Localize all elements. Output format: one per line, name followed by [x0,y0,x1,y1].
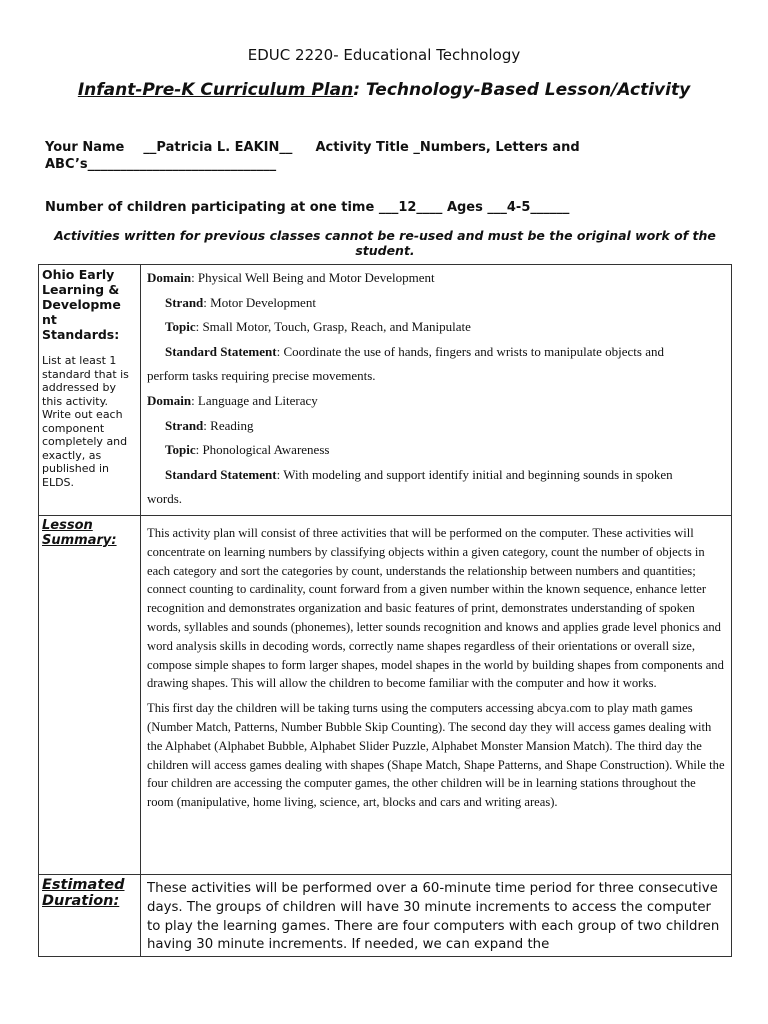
children-line [45,200,569,215]
activity-value-continued: ABC’s_____________________________ [45,157,277,172]
summary-paragraph-2: This first day the children will be taking turns using the computers accessing abcya.com to play math games (Number Match, Patterns, Number Bubble Skip Counting). The second day they will access games dealing with the Alphabet (Alphabet Bubble, Alphabet Slider Puzzle, Alphabet Monster Mansion Match). The third day the children will access games dealing with shapes (Shape Match, Shape Patterns, and Shape Construction). While the four children are accessing the computer games, the other children will be in learning stations throughout the room (manipulative, home living, science, art, blocks and cars and writing areas). [147,701,725,810]
activity-value: _Numbers, Letters and [413,140,580,155]
children-value: ___12____ [378,200,443,215]
strand-2: Strand: Reading [165,417,254,433]
standards-row [39,265,732,516]
plan-subtitle: Technology-Based Lesson/Activity [365,80,691,100]
children-label: Number of children participating at one time [45,200,375,215]
duration-text: These activities will be performed over a 60-minute time period for three consecutive days. The groups of children will have 30 minute increments to access the computer to play the learning games. There are four computers with each group of two children having 30 minute increments. If needed, we can expand the [147,881,720,953]
course-title: EDUC 2220- Educational Technology [247,46,521,64]
domain-2: Domain: Language and Literacy [147,392,318,408]
duration-label-cell [39,875,141,957]
standard-statement-2: Standard Statement: With modeling and support identify initial and beginning sounds in spoken [165,466,673,482]
domain-1: Domain: Physical Well Being and Motor Development [147,270,435,285]
duration-row [39,875,732,957]
standard-statement-1-continued: perform tasks requiring precise movements. [147,368,376,384]
standards-instructions: List at least 1 standard that is addressed by this activity. Write out each component completely and exactly, as published in ELDS. [42,354,129,489]
standards-label: Ohio Early Learning & Developme nt Standards: [42,267,121,342]
name-value: __Patricia L. EAKIN__ [143,140,293,155]
summary-paragraph-1: This activity plan will consist of three activities that will be performed on the computer. These activities will concentrate on learning numbers by classifying objects within a given category, count the number of objects in each category and sort the categories by count, understands the relationship between numbers and quantities; connect counting to cardinality, count forward from a given number within the known sequence, enhance letter recognition and demonstrates organization and basic features of print, demonstrates understanding of spoken words, syllables and sounds (phonemes), letter sounds recognition and knows and applies grade level phonics and word analysis skills in decoding words, correctly name shapes regardless of their orientations or overall size, compose simple shapes to form larger shapes, model shapes in the world by building shapes from components and drawing shapes. This will allow the children to become familiar with the computer and how it works. [147,526,724,691]
plan-title [0,80,768,100]
topic-1: Topic: Small Motor, Touch, Grasp, Reach, and Manipulate [165,319,471,335]
summary-content [141,516,732,875]
standards-content [141,265,732,516]
standard-statement-1: Standard Statement: Coordinate the use of hands, fingers and wrists to manipulate objects and [165,343,664,359]
plan-label: Infant-Pre-K Curriculum Plan [77,80,354,100]
name-activity-line [45,140,580,155]
lesson-summary-label: Lesson Summary: [42,518,117,548]
strand-1: Strand: Motor Development [165,294,316,310]
summary-label-cell [39,516,141,875]
topic-2: Topic: Phonological Awareness [165,442,330,458]
plan-separator: : [353,80,366,100]
ages-value: ___4-5______ [487,200,570,215]
ages-label: Ages [446,200,483,215]
standard-statement-2-continued: words. [147,491,183,507]
curriculum-table [38,264,732,957]
original-work-notice: Activities written for previous classes cannot be re-used and must be the original work of the student. [54,228,716,258]
standards-label-cell [39,265,141,516]
summary-row [39,516,732,875]
name-label: Your Name [45,140,125,155]
duration-content [141,875,732,957]
activity-label: Activity Title [315,140,409,155]
estimated-duration-label: Estimated Duration: [42,877,125,909]
